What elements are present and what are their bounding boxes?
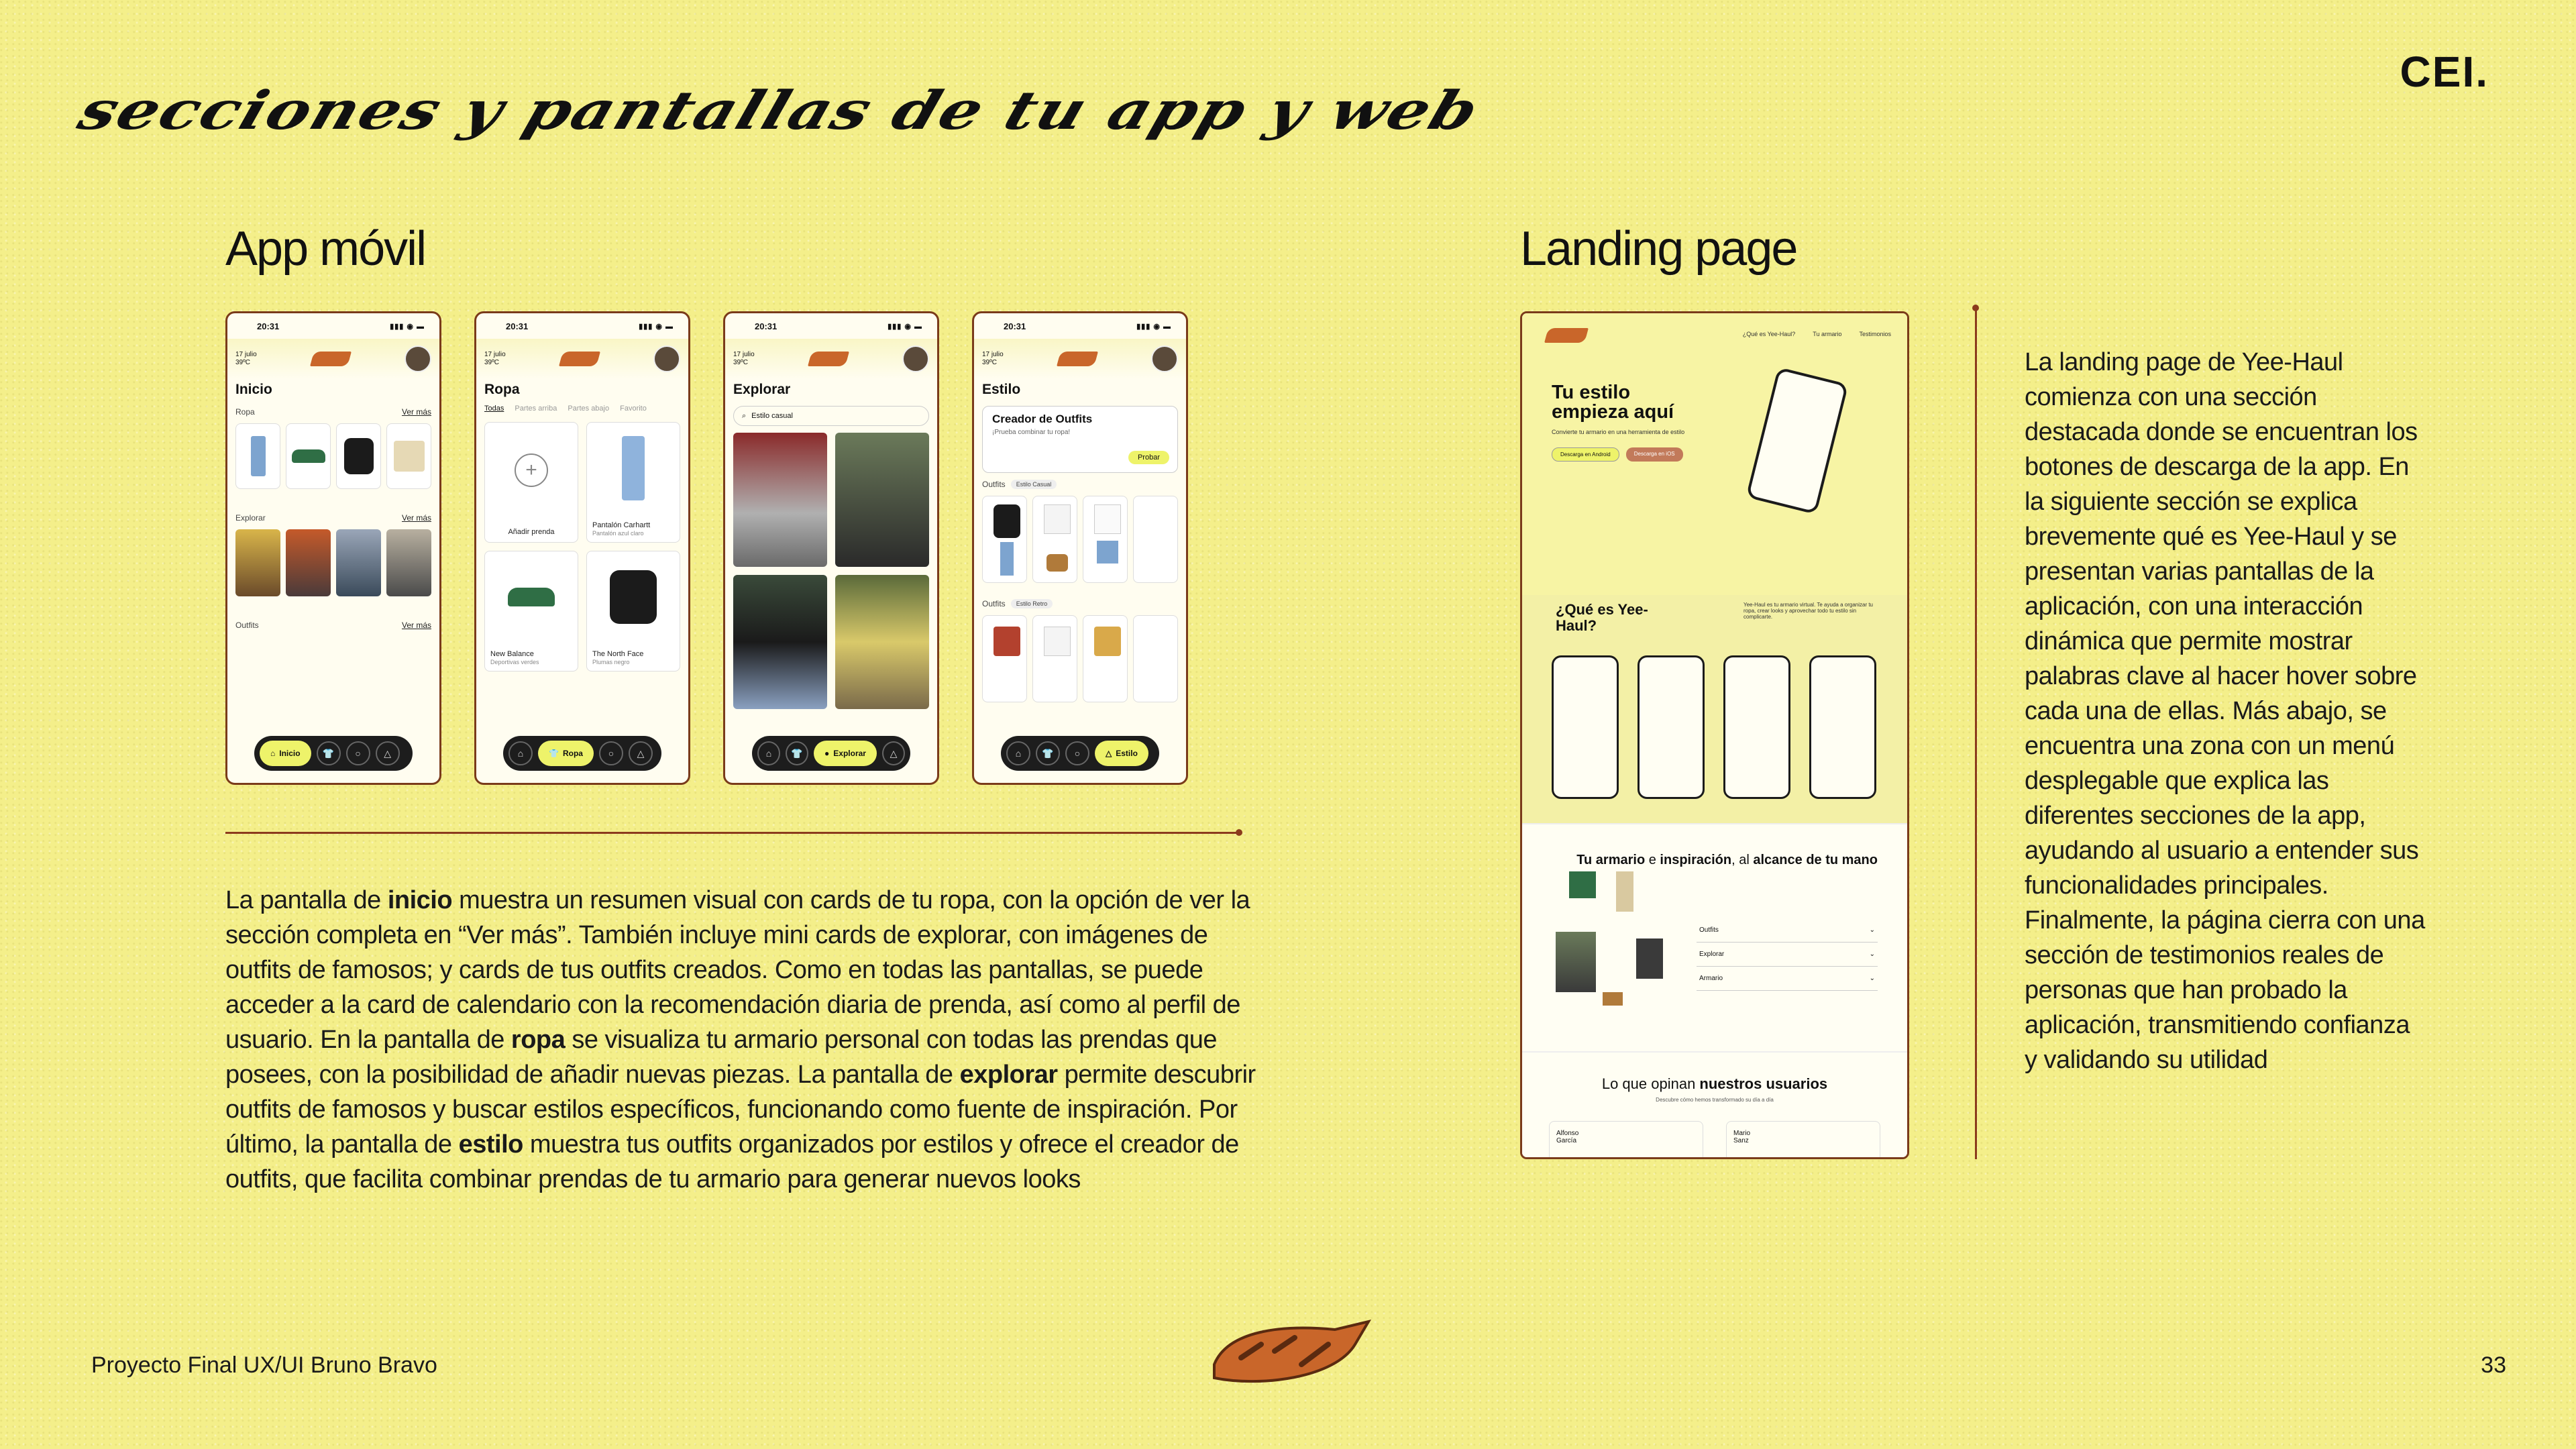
status-icons: ▮▮▮ ◉ ▬ <box>639 322 674 331</box>
see-more-link[interactable]: Ver más <box>401 407 431 417</box>
clothing-card[interactable] <box>386 423 431 489</box>
explore-photo[interactable] <box>286 529 331 596</box>
date-card[interactable]: 17 julio 39ºC <box>733 351 755 366</box>
hanger-icon[interactable]: △ <box>882 741 905 765</box>
outfit-card[interactable] <box>1032 496 1077 583</box>
outfit-card[interactable] <box>1133 615 1178 702</box>
shirt-icon[interactable]: 👕 <box>1036 741 1060 765</box>
accordion-item[interactable]: Explorar ⌄ <box>1697 943 1878 967</box>
outfit-card[interactable] <box>982 615 1027 702</box>
search-icon: ⌕ <box>742 411 747 420</box>
landing-section-heading: Landing page <box>1520 222 1797 276</box>
chevron-down-icon: ⌄ <box>1869 926 1875 934</box>
testimonials-title: Lo que opinan nuestros usuarios <box>1601 1075 1828 1092</box>
hanger-icon: △ <box>1106 749 1112 758</box>
slide-title: secciones y pantallas de tu app y web <box>70 79 1488 142</box>
screen-title: Inicio <box>235 382 272 397</box>
shirt-icon[interactable]: 👕 <box>786 741 808 765</box>
shirt-icon[interactable]: 👕 <box>317 741 341 765</box>
outfit-card[interactable] <box>1083 496 1128 583</box>
explore-icon: ● <box>824 749 830 758</box>
landing-armario-section <box>1522 823 1907 1051</box>
home-icon[interactable]: ⌂ <box>508 741 533 765</box>
footer-project-label: Proyecto Final UX/UI Bruno Bravo <box>91 1352 437 1378</box>
section-label: Outfits <box>982 599 1006 608</box>
status-time: 20:31 <box>506 321 529 331</box>
testimonial-card: Alfonso García <box>1549 1121 1703 1159</box>
hanger-icon[interactable]: △ <box>376 741 400 765</box>
phone-screen-ropa <box>474 311 690 785</box>
avatar[interactable] <box>653 345 680 372</box>
screen-title: Explorar <box>733 382 791 397</box>
search-icon[interactable]: ○ <box>346 741 370 765</box>
search-input[interactable]: ⌕ Estilo casual <box>733 406 929 426</box>
bottom-nav <box>1001 736 1159 771</box>
download-ios-button[interactable]: Descarga en iOS <box>1626 447 1683 462</box>
testimonial-card: Mario Sanz <box>1726 1121 1880 1159</box>
status-icons: ▮▮▮ ◉ ▬ <box>390 322 425 331</box>
status-icons: ▮▮▮ ◉ ▬ <box>1136 322 1171 331</box>
explore-photo[interactable] <box>835 433 929 567</box>
accordion-menu <box>1697 918 1878 991</box>
style-tag[interactable]: Estilo Retro <box>1011 599 1053 608</box>
garment-card[interactable]: New Balance Deportivas verdes <box>484 551 578 672</box>
app-logo <box>310 352 352 366</box>
status-time: 20:31 <box>257 321 280 331</box>
landing-what-section <box>1522 595 1907 823</box>
outfit-card[interactable] <box>982 496 1027 583</box>
app-logo <box>808 352 849 366</box>
landing-nav-item[interactable]: Testimonios <box>1859 331 1891 337</box>
outfit-card[interactable] <box>1133 496 1178 583</box>
app-logo <box>559 352 600 366</box>
search-icon[interactable]: ○ <box>1065 741 1089 765</box>
landing-what-text: Yee-Haul es tu armario virtual. Te ayuda a organizar tu ropa, crear looks y aprovechar todo tu estilo sin complicarte. <box>1743 602 1873 620</box>
hanger-icon[interactable]: △ <box>629 741 653 765</box>
home-icon[interactable]: ⌂ <box>1006 741 1030 765</box>
testimonials-subtitle: Descubre cómo hemos transformado su día a día <box>1656 1097 1774 1103</box>
nav-item-active[interactable]: 👕 Ropa <box>538 741 594 766</box>
outfit-card[interactable] <box>1032 615 1077 702</box>
status-icons: ▮▮▮ ◉ ▬ <box>888 322 922 331</box>
plus-icon: + <box>515 453 548 487</box>
status-time: 20:31 <box>1004 321 1026 331</box>
landing-armario-title: Tu armario e inspiración, al alcance de tu mano <box>1576 853 1878 867</box>
shirt-icon: 👕 <box>549 749 559 758</box>
app-section-heading: App móvil <box>225 222 426 276</box>
nav-item-active[interactable]: ● Explorar <box>814 741 877 766</box>
section-label: Outfits <box>235 621 259 630</box>
page-number: 33 <box>2481 1352 2506 1378</box>
avatar[interactable] <box>1151 345 1178 372</box>
style-tag[interactable]: Estilo Casual <box>1011 480 1057 489</box>
phone-screen-explorar <box>723 311 939 785</box>
tab-favorito[interactable]: Favorito <box>620 405 647 413</box>
screen-preview[interactable] <box>1552 655 1619 799</box>
clothing-card[interactable] <box>286 423 331 489</box>
brand-mark: CEI. <box>2400 48 2489 96</box>
landing-logo <box>1544 328 1589 343</box>
screen-preview[interactable] <box>1638 655 1705 799</box>
landing-testimonials <box>1522 1051 1907 1159</box>
explore-photo[interactable] <box>336 529 381 596</box>
divider-vertical <box>1975 307 1977 1159</box>
phone-screen-estilo <box>972 311 1188 785</box>
clothing-collage <box>1549 858 1683 1026</box>
screen-preview[interactable] <box>1809 655 1876 799</box>
tab-partes-abajo[interactable]: Partes abajo <box>568 405 610 413</box>
explore-photo[interactable] <box>835 575 929 709</box>
bottom-nav <box>752 736 910 771</box>
app-logo <box>1057 352 1098 366</box>
screen-title: Ropa <box>484 382 520 397</box>
date-card[interactable]: 17 julio 39ºC <box>982 351 1004 366</box>
chevron-down-icon: ⌄ <box>1869 951 1875 958</box>
landing-hero-subtitle: Convierte tu armario en una herramienta de estilo <box>1552 429 1685 435</box>
download-android-button[interactable]: Descarga en Android <box>1552 447 1619 462</box>
garment-card[interactable]: Pantalón Carhartt Pantalón azul claro <box>586 422 680 543</box>
section-label: Outfits <box>982 480 1006 489</box>
landing-page-mock <box>1520 311 1909 1159</box>
landing-nav-item[interactable]: ¿Qué es Yee-Haul? <box>1742 331 1796 337</box>
tab-partes-arriba[interactable]: Partes arriba <box>515 405 557 413</box>
landing-description: La landing page de Yee-Haul comienza con una sección destacada donde se encuentran los botones de descarga de la app. En la siguiente sección se explica brevemente qué es Yee-Haul y se presentan varias pantallas de la aplicación, con una interacción dinámica que permite mostrar palabras clave al hacer hover sobre cada una de ellas. Más abajo, se encuentra una zona con un menú desplegable que explica las diferentes secciones de la app, ayudando al usuario a entender sus funcionalidades principales. Finalmente, la página cierra con una sección de testimonios reales de personas que han probado la aplicación, transmitiendo confianza y validando su utilidad <box>2025 348 2425 1074</box>
see-more-link[interactable]: Ver más <box>401 621 431 630</box>
yee-haul-logo <box>1201 1318 1375 1391</box>
tab-todas[interactable]: Todas <box>484 405 504 413</box>
explore-photo[interactable] <box>733 575 827 709</box>
outfit-creator-card[interactable]: Creador de Outfits ¡Prueba combinar tu ropa! Probar <box>982 406 1178 473</box>
avatar[interactable] <box>902 345 929 372</box>
see-more-link[interactable]: Ver más <box>401 513 431 523</box>
outfit-card[interactable] <box>1083 615 1128 702</box>
search-icon[interactable]: ○ <box>599 741 623 765</box>
add-garment-card[interactable]: + Añadir prenda <box>484 422 578 543</box>
nav-item-active[interactable]: △ Estilo <box>1095 741 1148 766</box>
phone-screen-inicio <box>225 311 441 785</box>
landing-nav-item[interactable]: Tu armario <box>1813 331 1842 337</box>
date-card[interactable]: 17 julio 39ºC <box>235 351 257 366</box>
chevron-down-icon: ⌄ <box>1869 975 1875 982</box>
home-icon[interactable]: ⌂ <box>757 741 780 765</box>
hero-phone-image <box>1746 367 1848 515</box>
status-time: 20:31 <box>755 321 777 331</box>
clothing-card[interactable] <box>336 423 381 489</box>
section-label: Explorar <box>235 513 266 523</box>
clothing-card[interactable] <box>235 423 280 489</box>
section-label: Ropa <box>235 407 255 417</box>
avatar[interactable] <box>405 345 431 372</box>
landing-hero <box>1522 313 1907 595</box>
landing-what-title: ¿Qué es Yee-Haul? <box>1556 601 1648 634</box>
date-card[interactable]: 17 julio 39ºC <box>484 351 506 366</box>
screen-title: Estilo <box>982 382 1021 397</box>
bottom-nav <box>254 736 413 771</box>
accordion-item[interactable]: Armario ⌄ <box>1697 967 1878 991</box>
screen-preview[interactable] <box>1723 655 1790 799</box>
divider-horizontal <box>225 832 1240 834</box>
try-button[interactable]: Probar <box>1128 451 1169 464</box>
explore-photo[interactable] <box>386 529 431 596</box>
bottom-nav <box>503 736 661 771</box>
explore-photo[interactable] <box>733 433 827 567</box>
explore-photo[interactable] <box>235 529 280 596</box>
nav-item-active[interactable]: ⌂ Inicio <box>260 741 311 766</box>
app-description: La pantalla de inicio muestra un resumen visual con cards de tu ropa, con la opción de ver la sección completa en “Ver más”. También incluye mini cards de explorar, con imágenes de outfits de famosos; y cards de tus outfits creados. Como en todas las pantallas, se puede acceder a la card de calendario con la recomendación diaria de prenda, así como al perfil de usuario. En la pantalla de ropa se visualiza tu armario personal con todas las prendas que posees, con la posibilidad de añadir nuevas piezas. La pantalla de explorar permite descubrir outfits de famosos y buscar estilos específicos, funcionando como fuente de inspiración. Por último, la pantalla de estilo muestra tus outfits organizados por estilos y ofrece el creador de outfits, que facilita combinar prendas de tu armario para generar nuevos looks <box>225 886 1256 1193</box>
home-icon: ⌂ <box>270 749 276 758</box>
garment-card[interactable]: The North Face Plumas negro <box>586 551 680 672</box>
landing-hero-title: Tu estilo empieza aquí <box>1552 382 1674 423</box>
accordion-item[interactable]: Outfits ⌄ <box>1697 918 1878 943</box>
